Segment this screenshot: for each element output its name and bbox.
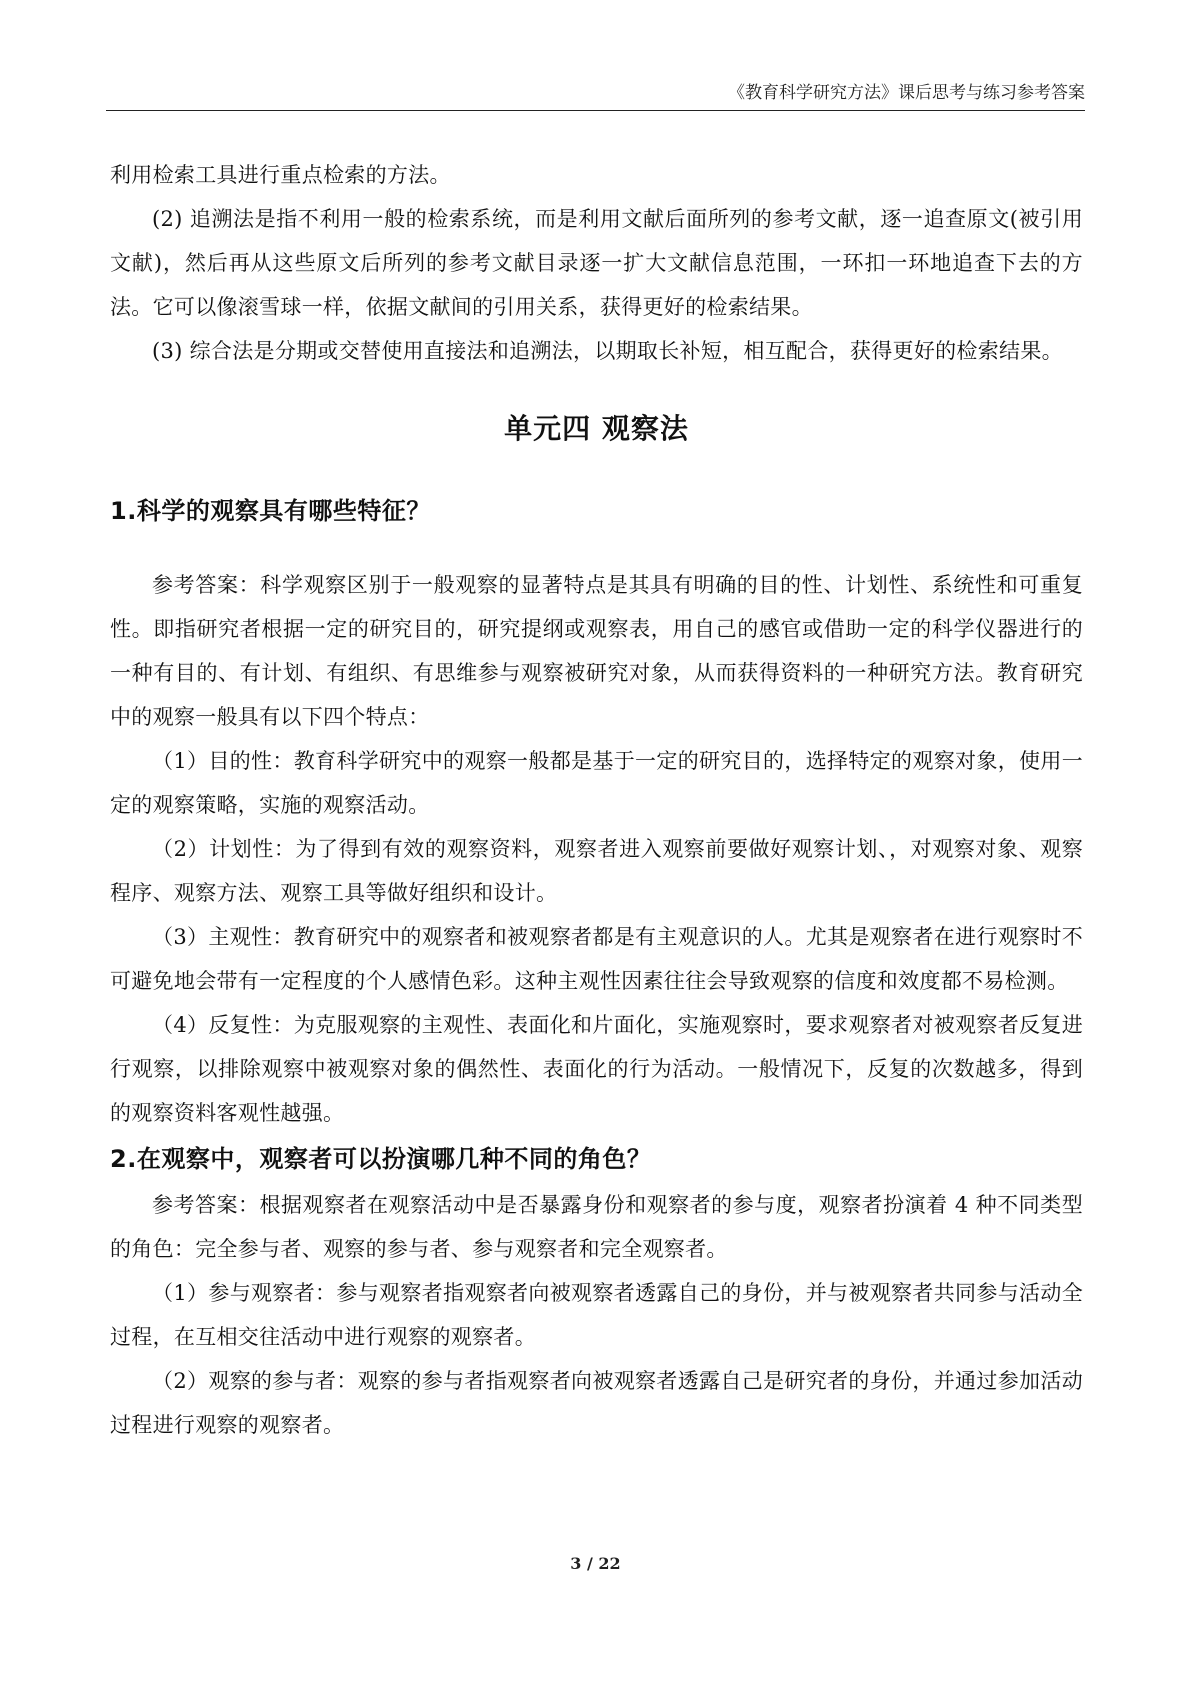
running-header-title: 《教育科学研究方法》课后思考与练习参考答案: [728, 83, 1085, 103]
question-2-point-1: （1）参与观察者：参与观察者指观察者向被观察者透露自己的身份，并与被观察者共同参与活动全过程，在互相交往活动中进行观察的观察者。: [110, 1281, 1083, 1349]
paragraph-combined-method: (3) 综合法是分期或交替使用直接法和追溯法，以期取长补短，相互配合，获得更好的检索结果。: [152, 339, 1063, 363]
page-content: [110, 153, 1083, 1447]
question-1-point-4: （4）反复性：为克服观察的主观性、表面化和片面化，实施观察时，要求观察者对被观察者反复进行观察，以排除观察中被观察对象的偶然性、表面化的行为活动。一般情况下，反复的次数越多，得到的观察资料客观性越强。: [110, 1013, 1083, 1125]
unit-title: 单元四 观察法: [504, 412, 689, 445]
question-2-title: 2.在观察中，观察者可以扮演哪几种不同的角色？: [110, 1145, 652, 1173]
running-header: [106, 82, 1085, 111]
question-1-point-1: （1）目的性：教育科学研究中的观察一般都是基于一定的研究目的，选择特定的观察对象，使用一定的观察策略，实施的观察活动。: [110, 749, 1083, 817]
question-2-point-2: （2）观察的参与者：观察的参与者指观察者向被观察者透露自己是研究者的身份，并通过参加活动过程进行观察的观察者。: [110, 1369, 1083, 1437]
paragraph-continuation: 利用检索工具进行重点检索的方法。: [110, 163, 451, 187]
question-2-answer-intro: 参考答案：根据观察者在观察活动中是否暴露身份和观察者的参与度，观察者扮演着 4 种不同类型的角色：完全参与者、观察的参与者、参与观察者和完全观察者。: [110, 1193, 1083, 1261]
paragraph-tracing-method: (2) 追溯法是指不利用一般的检索系统，而是利用文献后面所列的参考文献，逐一追查原文(被引用文献)，然后再从这些原文后所列的参考文献目录逐一扩大文献信息范围，一环扣一环地追查下去的方法。它可以像滚雪球一样，依据文献间的引用关系，获得更好的检索结果。: [110, 207, 1083, 319]
question-1-point-2: （2）计划性：为了得到有效的观察资料，观察者进入观察前要做好观察计划、，对观察对象、观察程序、观察方法、观察工具等做好组织和设计。: [110, 837, 1083, 905]
question-1-point-3: （3）主观性：教育研究中的观察者和被观察者都是有主观意识的人。尤其是观察者在进行观察时不可避免地会带有一定程度的个人感情色彩。这种主观性因素往往会导致观察的信度和效度都不易检测。: [110, 925, 1083, 993]
question-1-answer-intro: 参考答案：科学观察区别于一般观察的显著特点是其具有明确的目的性、计划性、系统性和可重复性。即指研究者根据一定的研究目的，研究提纲或观察表，用自己的感官或借助一定的科学仪器进行的一种有目的、有计划、有组织、有思维参与观察被研究对象，从而获得资料的一种研究方法。教育研究中的观察一般具有以下四个特点：: [110, 573, 1083, 729]
page-number: 3 / 22: [570, 1554, 621, 1573]
question-1-title: 1.科学的观察具有哪些特征？: [110, 497, 431, 525]
